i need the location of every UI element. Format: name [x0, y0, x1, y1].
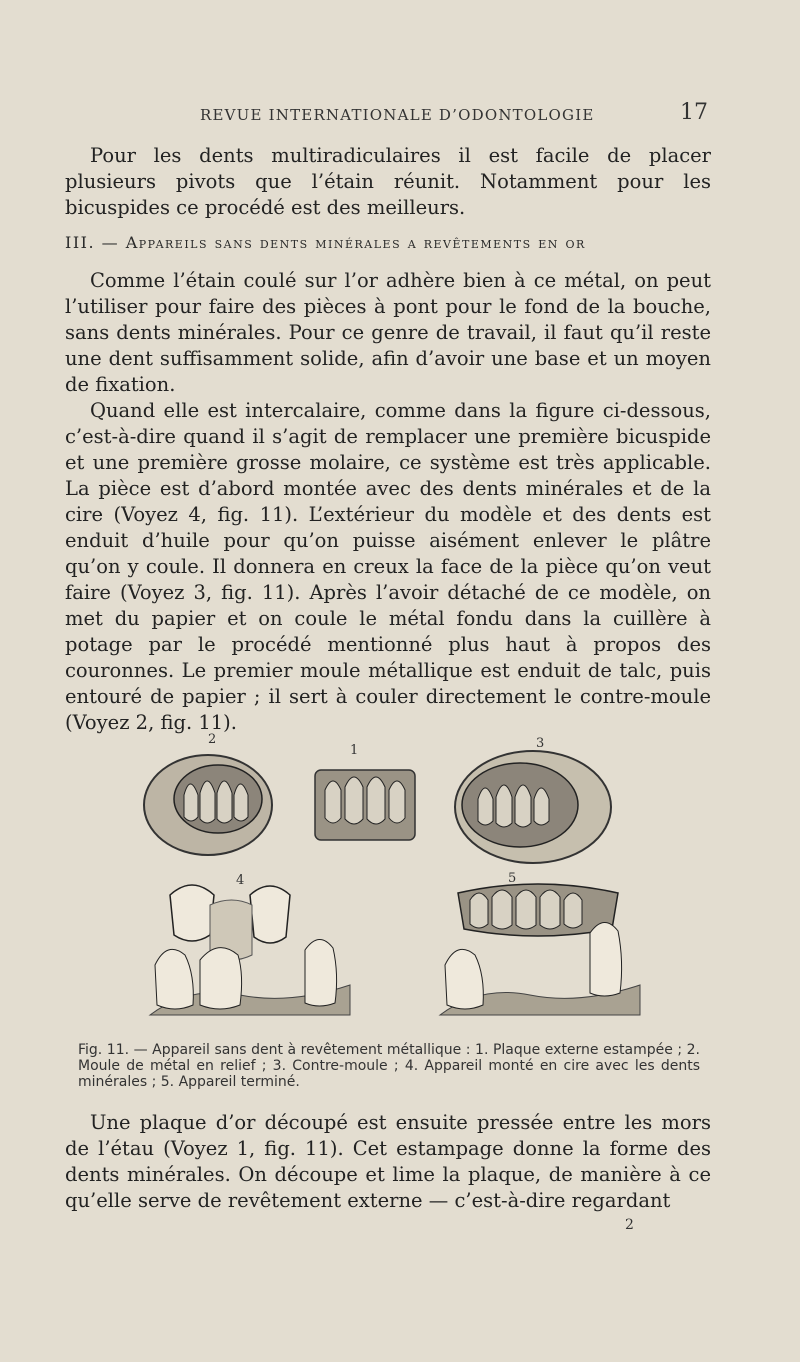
figure-label-5: 5 [508, 871, 517, 886]
paragraph-3: Quand elle est intercalaire, comme dans la figure ci-dessous, c’est-à-dire quand il s’agit de remplacer une première bicuspide et une première grosse molaire, ce système est très applicable. La pièce est d’abord montée avec des dents minérales et de la cire (Voyez 4, fig. 11). L’extérieur du modèle et des dents est enduit d’huile pour qu’on puisse aisément enlever le plâtre qu’on y coule. Il donnera en creux la face de la pièce qu’on veut faire (Voyez 3, fig. 11). Après l’avoir détaché de ce modèle, on met du papier et on coule le métal fondu dans la cuillère à potage par le procédé mentionné plus haut à propos des couronnes. Le premier moule métallique est enduit de talc, puis entouré de papier ; il sert à couler directement le contre-moule (Voyez 2, fig. 11). [65, 399, 711, 734]
figure-item-4 [150, 885, 350, 1015]
running-title: REVUE INTERNATIONALE D’ODONTOLOGIE [200, 106, 595, 124]
page-number: 17 [680, 100, 708, 125]
paragraph-middle [65, 268, 711, 736]
paragraph-1: Pour les dents multiradiculaires il est facile de placer plusieurs pivots que l’étain réunit. Notamment pour les bicuspides ce procédé est des meilleurs. [65, 144, 711, 219]
figure-item-2 [144, 755, 272, 855]
figure-item-3 [455, 751, 611, 863]
paragraph-4: Une plaque d’or découpé est ensuite pressée entre les mors de l’étau (Voyez 1, fig. 11). Cet estampage donne la forme des dents minérales. On découpe et lime la plaque, de manière à ce qu’elle serve de revêtement externe — c’est-à-dire regardant [65, 1111, 711, 1212]
running-head [200, 100, 708, 125]
signature-mark: 2 [625, 1217, 634, 1233]
figure-label-1: 1 [350, 743, 359, 758]
section-heading: III. — Appareils sans dents minérales a revêtements en or [65, 233, 586, 252]
figure-item-1 [315, 770, 415, 840]
figure-label-3: 3 [536, 736, 545, 751]
figure-caption: Fig. 11. — Appareil sans dent à revêtement métallique : 1. Plaque externe estampée ; 2. Moule de métal en relief ; 3. Contre-moule ; 4. Appareil monté en cire avec les dents minérales ; 5. Appareil terminé. [78, 1042, 700, 1090]
paragraph-top [65, 143, 711, 221]
paragraph-bottom [65, 1110, 711, 1214]
dental-figure [140, 732, 660, 1035]
dental-illustration [140, 735, 660, 1035]
paragraph-2: Comme l’étain coulé sur l’or adhère bien à ce métal, on peut l’utiliser pour faire des pièces à pont pour le fond de la bouche, sans dents minérales. Pour ce genre de travail, il faut qu’il reste une dent suffisamment solide, afin d’avoir une base et un moyen de fixation. [65, 269, 711, 396]
figure-item-5 [440, 884, 640, 1015]
figure-label-4: 4 [236, 873, 245, 888]
figure-label-2: 2 [208, 732, 217, 747]
